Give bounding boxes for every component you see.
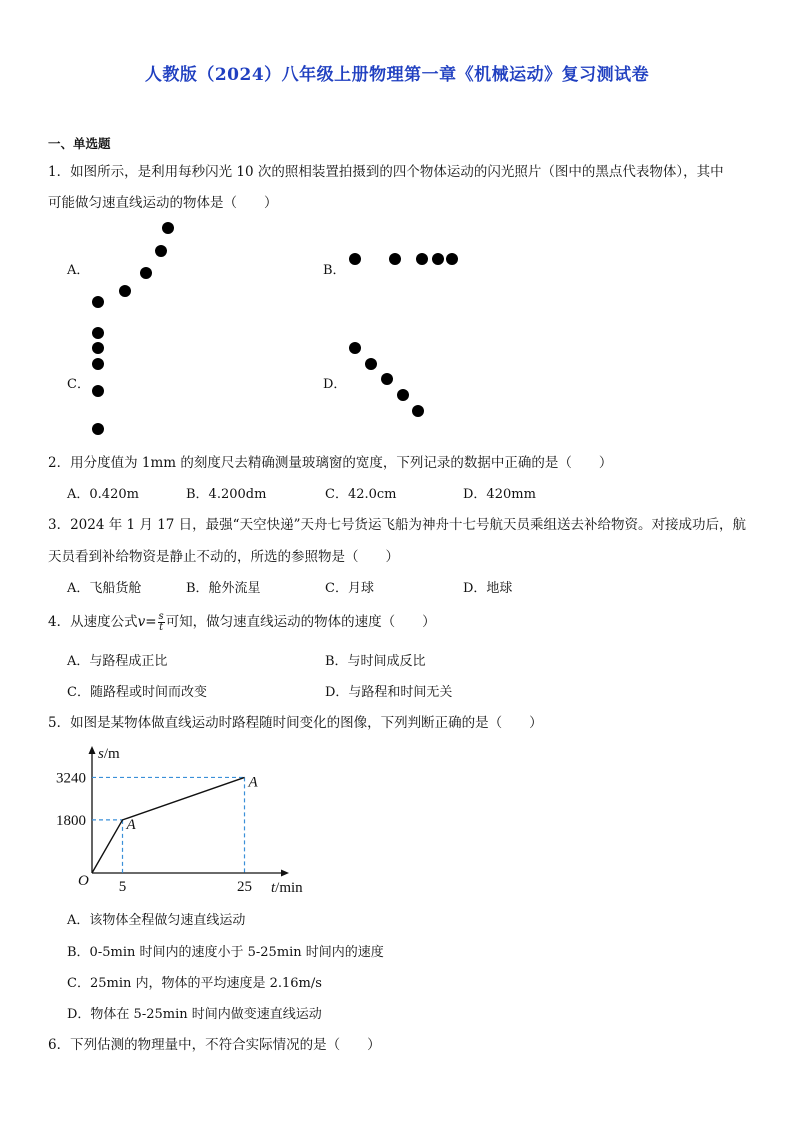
question-4-suffix: 可知，做匀速直线运动的物体的速度（ ） bbox=[165, 614, 436, 630]
equals-sign: = bbox=[145, 614, 157, 630]
figure-a-dot bbox=[92, 296, 104, 308]
figure-c-label: C． bbox=[67, 377, 90, 392]
question-2-option-a: A．0.420m bbox=[67, 487, 139, 502]
figure-d-dot bbox=[381, 373, 393, 385]
question-2-option-c: C．42.0cm bbox=[325, 487, 397, 502]
figure-a-dot bbox=[155, 245, 167, 257]
y-tick-label: 1800 bbox=[56, 812, 86, 829]
speed-fraction bbox=[158, 612, 165, 633]
question-5-option-a: A．该物体全程做匀速直线运动 bbox=[67, 913, 246, 928]
y-tick-label: 3240 bbox=[56, 770, 86, 787]
question-2-option-d: D．420mm bbox=[463, 487, 536, 502]
figure-d-label: D． bbox=[323, 377, 347, 392]
question-3-line-2: 天员看到补给物资是静止不动的，所选的参照物是（ ） bbox=[48, 549, 399, 565]
figure-a-dot bbox=[140, 267, 152, 279]
question-4-option-c: C．随路程或时间而改变 bbox=[67, 685, 207, 700]
question-1-line-1: 1．如图所示，是利用每秒闪光 10 次的照相装置拍摄到的四个物体运动的闪光照片（图中的黑点代表物体），其中 bbox=[48, 164, 724, 180]
question-3-option-a: A．飞船货舱 bbox=[67, 581, 142, 596]
question-4-option-d: D．与路程和时间无关 bbox=[325, 685, 453, 700]
figure-a-dot bbox=[162, 222, 174, 234]
y-axis-label: s/m bbox=[98, 745, 120, 762]
figure-a-label: A． bbox=[67, 263, 90, 278]
velocity-symbol: v bbox=[137, 614, 146, 630]
question-6-text: 6．下列估测的物理量中，不符合实际情况的是（ ） bbox=[48, 1037, 381, 1053]
section-heading: 一、单选题 bbox=[48, 136, 111, 151]
figure-c-dot bbox=[92, 327, 104, 339]
point-label: A bbox=[126, 816, 136, 833]
figure-b-label: B． bbox=[323, 263, 346, 278]
question-4-text bbox=[48, 610, 436, 633]
distance-time-graph bbox=[40, 728, 303, 900]
page-title: 人教版（2024）八年级上册物理第一章《机械运动》复习测试卷 bbox=[144, 65, 650, 85]
x-axis-label: t/min bbox=[271, 880, 303, 896]
figure-c-dot bbox=[92, 385, 104, 397]
figure-c-dot bbox=[92, 358, 104, 370]
point-label: A bbox=[248, 774, 258, 791]
figure-b-dot bbox=[349, 253, 361, 265]
origin-label: O bbox=[78, 873, 89, 889]
question-3-option-c: C．月球 bbox=[325, 581, 374, 596]
question-4-prefix: 4．从速度公式 bbox=[48, 614, 138, 630]
y-axis-arrow bbox=[89, 746, 96, 754]
question-1-line-2: 可能做匀速直线运动的物体是（ ） bbox=[48, 195, 278, 211]
x-axis-arrow bbox=[281, 870, 289, 877]
figure-b-dot bbox=[432, 253, 444, 265]
x-tick-label: 5 bbox=[118, 879, 127, 895]
question-3-line-1: 3．2024 年 1 月 17 日，最强“天空快递”天舟七号货运飞船为神舟十七号航天员乘组送去补给物资。对接成功后，航 bbox=[48, 517, 746, 533]
figure-d-dot bbox=[397, 389, 409, 401]
x-tick-label: 25 bbox=[237, 879, 252, 895]
figure-d-dot bbox=[412, 405, 424, 417]
figure-c-dot bbox=[92, 423, 104, 435]
question-2-option-b: B．4.200dm bbox=[186, 487, 267, 502]
figure-c-dot bbox=[92, 342, 104, 354]
question-5-option-b: B．0-5min 时间内的速度小于 5-25min 时间内的速度 bbox=[67, 945, 384, 960]
figure-b-dot bbox=[416, 253, 428, 265]
question-5-option-c: C．25min 内，物体的平均速度是 2.16m/s bbox=[67, 976, 322, 991]
fraction-numerator: s bbox=[158, 611, 164, 622]
question-2-text: 2．用分度值为 1mm 的刻度尺去精确测量玻璃窗的宽度，下列记录的数据中正确的是（ ） bbox=[48, 455, 613, 471]
question-4-option-a: A．与路程成正比 bbox=[67, 654, 168, 669]
fraction-denominator: t bbox=[159, 622, 164, 633]
question-3-option-b: B．舱外流星 bbox=[186, 581, 261, 596]
question-5-option-d: D．物体在 5-25min 时间内做变速直线运动 bbox=[67, 1007, 322, 1022]
series-line bbox=[92, 777, 245, 873]
question-3-option-d: D．地球 bbox=[463, 581, 513, 596]
figure-d-dot bbox=[349, 342, 361, 354]
figure-d-dot bbox=[365, 358, 377, 370]
question-4-option-b: B．与时间成反比 bbox=[325, 654, 426, 669]
figure-a-dot bbox=[119, 285, 131, 297]
question-5-text: 5．如图是某物体做直线运动时路程随时间变化的图像，下列判断正确的是（ ） bbox=[48, 715, 543, 731]
figure-b-dot bbox=[389, 253, 401, 265]
figure-b-dot bbox=[446, 253, 458, 265]
